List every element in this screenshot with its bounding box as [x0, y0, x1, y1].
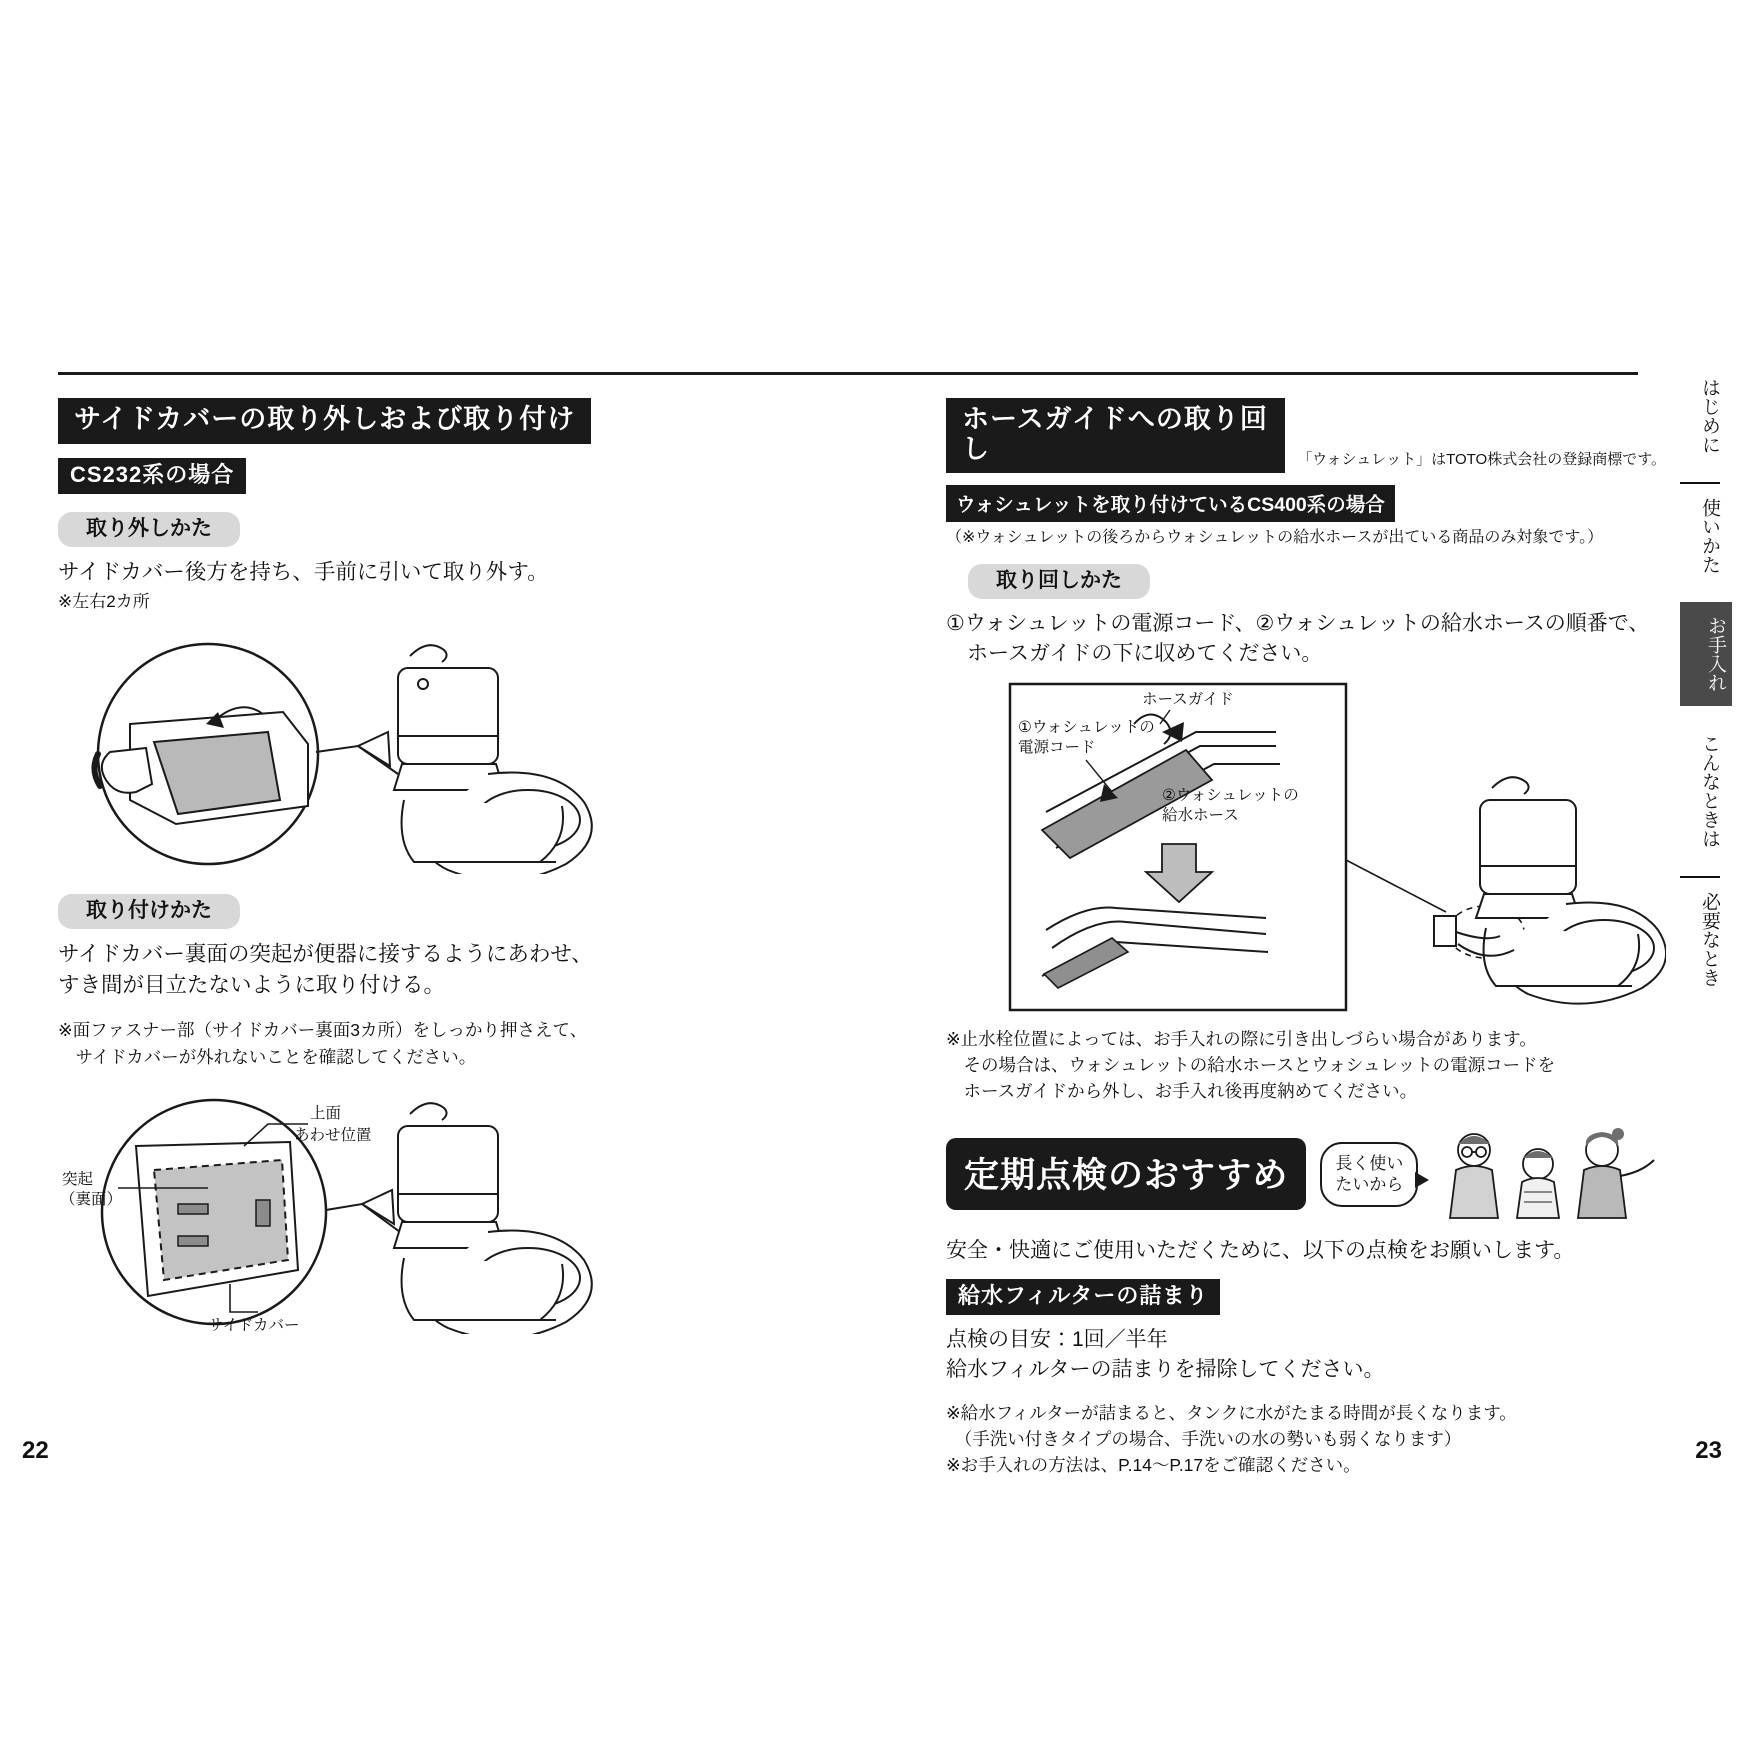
label-align-position: あわせ位置 — [294, 1126, 372, 1144]
family-illustration — [1432, 1126, 1662, 1222]
right-section-title: ホースガイドへの取り回し — [946, 398, 1285, 473]
tab-label-hitsuyounatoki: 必要なとき — [1699, 892, 1720, 987]
inspection-interval: 点検の目安：1回／半年 — [946, 1327, 1168, 1351]
speech-bubble — [1320, 1142, 1418, 1207]
tab-hajimeni[interactable] — [1680, 378, 1720, 454]
removal-figure — [58, 624, 758, 874]
content-spread — [58, 372, 1694, 1482]
label-water-hose-2: 給水ホース — [1162, 806, 1239, 824]
right-column — [946, 398, 1666, 1479]
washlet-subnote: （※ウォシュレットの後ろからウォシュレットの給水ホースが出ている商品のみ対象です。） — [946, 529, 1604, 547]
attach-text-line2: すき間が目立たないように取り付ける。 — [58, 973, 446, 998]
left-column — [58, 398, 758, 1334]
tab-divider-1 — [1680, 482, 1720, 484]
label-water-hose-1: ②ウォシュレットの — [1162, 786, 1299, 804]
inspection-action: 給水フィルターの詰まりを掃除してください。 — [946, 1358, 1385, 1382]
remove-note: ※左右2カ所 — [58, 592, 150, 612]
model-label: CS232系の場合 — [58, 458, 246, 494]
attach-text-line1: サイドカバー裏面の突起が便器に接するようにあわせ、 — [58, 942, 593, 967]
right-title-row — [946, 398, 1666, 473]
washlet-model-subhead: ウォシュレットを取り付けているCS400系の場合 — [946, 485, 1395, 522]
label-protrusion: 突起 — [62, 1170, 94, 1188]
tab-divider-2 — [1680, 876, 1720, 878]
remove-heading: 取り外しかた — [58, 512, 240, 547]
attach-figure — [58, 1084, 758, 1334]
tab-label-hajimeni: はじめに — [1699, 378, 1720, 454]
attach-heading: 取り付けかた — [58, 894, 240, 929]
tab-label-konnatokiwa: こんなときは — [1699, 734, 1720, 848]
side-tab-index — [1680, 378, 1726, 1015]
inspection-title: 定期点検のおすすめ — [946, 1138, 1306, 1210]
label-side-cover: サイドカバー — [208, 1316, 300, 1334]
caution-line2: その場合は、ウォシュレットの給水ホースとウォシュレットの電源コードを — [946, 1054, 1556, 1075]
page-number-right: 23 — [1695, 1437, 1722, 1464]
label-power-cord-2: 電源コード — [1018, 738, 1096, 756]
caution-line1: ※止水栓位置によっては、お手入れの際に引き出しづらい場合があります。 — [946, 1028, 1537, 1049]
trademark-note: 「ウォシュレット」はTOTO株式会社の登録商標です。 — [1297, 451, 1666, 469]
route-heading: 取り回しかた — [968, 564, 1150, 599]
page-number-left: 22 — [22, 1437, 49, 1464]
route-text-line1: ①ウォシュレットの電源コード、②ウォシュレットの給水ホースの順番で、 — [946, 611, 1650, 635]
label-top-surface: 上面 — [310, 1104, 342, 1122]
bubble-line1: 長く使い — [1335, 1154, 1404, 1174]
filter-section-title: 給水フィルターの詰まり — [946, 1279, 1220, 1315]
caution-line3: ホースガイドから外し、お手入れ後再度納めてください。 — [946, 1081, 1418, 1102]
label-power-cord-1: ①ウォシュレットの — [1018, 718, 1155, 736]
tab-label-oteire: お手入れ — [1680, 602, 1732, 706]
tab-label-tsukaikata: 使いかた — [1699, 498, 1720, 574]
tab-oteire[interactable] — [1680, 602, 1726, 706]
header-rule — [58, 372, 1638, 375]
tab-tsukaikata[interactable] — [1680, 498, 1720, 574]
route-text-line2: ホースガイドの下に収めてください。 — [946, 642, 1323, 666]
inspection-note-line3: ※お手入れの方法は、P.14～P.17をご確認ください。 — [946, 1455, 1361, 1476]
inspection-lead: 安全・快適にご使用いただくために、以下の点検をお願いします。 — [946, 1239, 1575, 1263]
bubble-line2: たいから — [1335, 1175, 1404, 1195]
tab-konnatokiwa[interactable] — [1680, 734, 1720, 848]
remove-text: サイドカバー後方を持ち、手前に引いて取り外す。 — [58, 560, 549, 585]
label-back-side: （裏面） — [60, 1190, 123, 1208]
left-section-title: サイドカバーの取り外しおよび取り付け — [58, 398, 591, 444]
label-hose-guide: ホースガイド — [1142, 690, 1234, 708]
hose-guide-figure — [946, 680, 1666, 1020]
tab-hitsuyounatoki[interactable] — [1680, 892, 1720, 987]
inspection-note-line1: ※給水フィルターが詰まると、タンクに水がたまる時間が長くなります。 — [946, 1402, 1517, 1423]
inspection-note-line2: （手洗い付きタイプの場合、手洗いの水の勢いも弱くなります） — [946, 1429, 1462, 1450]
attach-note-line2: サイドカバーが外れないことを確認してください。 — [58, 1046, 477, 1067]
inspection-header — [946, 1126, 1666, 1222]
attach-note-line1: ※面ファスナー部（サイドカバー裏面3カ所）をしっかり押さえて、 — [58, 1020, 588, 1041]
